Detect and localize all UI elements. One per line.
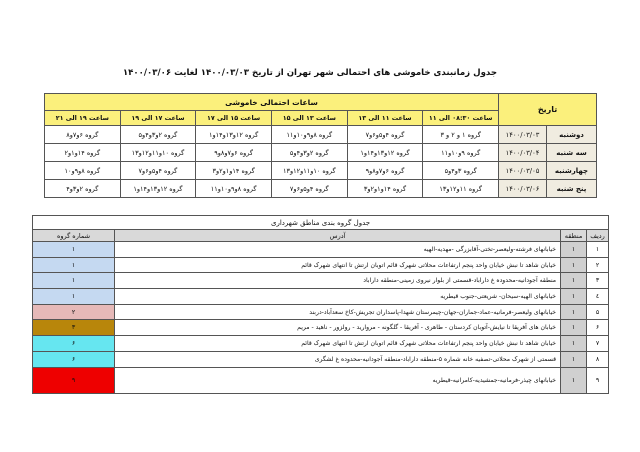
group-cell: گروه ۳و۴و۵ bbox=[423, 162, 499, 180]
slot-header: ساعت ۰۸:۳۰ الی ۱۱ bbox=[423, 111, 499, 126]
date-cell: ۱۴۰۰/۰۳/۰۳ bbox=[499, 126, 547, 144]
group-cell: گروه ۱۲و۱۳و۱۴و۱ bbox=[120, 180, 196, 198]
row-number-cell: ۵ bbox=[587, 304, 609, 320]
group-cell: گروه ۶و۷و۸و۹ bbox=[347, 162, 423, 180]
group-cell: گروه ۱۲و۱۳و۱۴و۱ bbox=[347, 144, 423, 162]
region-cell: ۱ bbox=[561, 351, 587, 367]
group-cell: ۳ bbox=[33, 320, 115, 336]
region-cell: ۱ bbox=[561, 304, 587, 320]
table-row bbox=[33, 273, 609, 289]
table-row bbox=[33, 320, 609, 336]
group-cell: ۶ bbox=[33, 336, 115, 352]
region-cell: ۱ bbox=[561, 320, 587, 336]
page-title: جدول زمانبندی خاموشی های احتمالی شهر تهران از تاریخ ۱۴۰۰/۰۳/۰۳ لغایت ۱۴۰۰/۰۳/۰۶ bbox=[122, 68, 498, 78]
group-cell: گروه ۱ و ۲ و ۳ bbox=[423, 126, 499, 144]
group-cell: ۲ bbox=[33, 304, 115, 320]
address-cell: خیابانهای چیذر-فرمانیه-جمشیدیه-کامرانیه-قیطریه bbox=[115, 367, 561, 393]
group-cell: گروه ۹و۱۰و۱۱ bbox=[423, 144, 499, 162]
address-cell: خیابانهای الهیه-سیحان- شریعتی-جنوب قیطریه bbox=[115, 289, 561, 305]
row-number-cell: ۷ bbox=[587, 336, 609, 352]
address-header: آدرس bbox=[115, 230, 561, 242]
address-cell: منطقه آجودانیه-محدوده غ داراباد-قسمتی از بلوار نیروی زمینی-منطقه داراباد bbox=[115, 273, 561, 289]
group-cell: گروه ۴و۵و۶و۷ bbox=[347, 126, 423, 144]
group-cell: گروه ۲و۳و۴و۵ bbox=[271, 144, 347, 162]
slot-header: ساعت ۱۹ الی ۲۱ bbox=[45, 111, 121, 126]
group-cell: ۱ bbox=[33, 242, 115, 258]
row-number-cell: ۲ bbox=[587, 257, 609, 273]
date-cell: ۱۴۰۰/۰۳/۰۵ bbox=[499, 162, 547, 180]
address-cell: خیابان های آفریقا تا نیایش-آتوبان کردستان - طاهری - آفریقا - گلگونه - مروارید - رولزور - ناهید - مریم bbox=[115, 320, 561, 336]
row-number-header: ردیف bbox=[587, 230, 609, 242]
row-number-cell: ۸ bbox=[587, 351, 609, 367]
region-cell: ۱ bbox=[561, 336, 587, 352]
group-cell: گروه ۱۰و۱۱و۱۲و۱۳ bbox=[271, 162, 347, 180]
schedule-row bbox=[45, 162, 597, 180]
slot-header: ساعت ۱۵ الی ۱۷ bbox=[196, 111, 272, 126]
schedule-row bbox=[45, 144, 597, 162]
schedule-row bbox=[45, 126, 597, 144]
table-row bbox=[33, 336, 609, 352]
row-number-cell: ۹ bbox=[587, 367, 609, 393]
group-cell: گروه ۸و۹و۱۰ bbox=[45, 162, 121, 180]
address-cell: خیابان شاهد تا نبش خیابان واحد پنجم ارتفاعات محلاتی شهرک قائم اتوبان ارتش تا انتهای شهرک قائم bbox=[115, 257, 561, 273]
address-cell: خیابانهای ولیعصر-فرمانیه-عماد-جماران-جهان-چیمرستان شهدا-پاسداران تجریش-کاخ سعدآباد-دربند bbox=[115, 304, 561, 320]
day-cell: سه شنبه bbox=[547, 144, 597, 162]
region-cell: ۱ bbox=[561, 242, 587, 258]
group-cell: گروه ۱۲و۱۳و۱۴و۱ bbox=[196, 126, 272, 144]
address-cell: قسمتی از شهرک محلاتی-تصفیه خانه شماره ۵-منطقه داراباد-منطقه آجودانیه-محدوده غ لشگری bbox=[115, 351, 561, 367]
group-cell: گروه ۱۴و۱و۲ bbox=[45, 144, 121, 162]
schedule-row bbox=[45, 180, 597, 198]
slot-header: ساعت ۱۷ الی ۱۹ bbox=[120, 111, 196, 126]
region-cell: ۱ bbox=[561, 367, 587, 393]
row-number-cell: ۱ bbox=[587, 242, 609, 258]
row-number-cell: ۶ bbox=[587, 320, 609, 336]
region-cell: ۱ bbox=[561, 289, 587, 305]
table-row bbox=[33, 351, 609, 367]
group-cell: گروه ۶و۷و۸ bbox=[45, 126, 121, 144]
group-cell: گروه ۸و۹و۱۰و۱۱ bbox=[271, 126, 347, 144]
date-cell: ۱۴۰۰/۰۳/۰۴ bbox=[499, 144, 547, 162]
group-cell: گروه ۶و۷و۸و۹ bbox=[196, 144, 272, 162]
outage-schedule-table bbox=[44, 93, 597, 198]
group-cell: گروه ۱۴و۱و۲و۳ bbox=[196, 162, 272, 180]
date-cell: ۱۴۰۰/۰۳/۰۶ bbox=[499, 180, 547, 198]
group-cell: گروه ۲و۳و۴و۵ bbox=[120, 126, 196, 144]
zone-grouping-table bbox=[32, 215, 609, 394]
group-cell: ۶ bbox=[33, 351, 115, 367]
table-row bbox=[33, 242, 609, 258]
table-row bbox=[33, 367, 609, 393]
group-cell: گروه ۴و۵و۶و۷ bbox=[120, 162, 196, 180]
group-cell: ۱ bbox=[33, 257, 115, 273]
table-row bbox=[33, 289, 609, 305]
group-cell: ۹ bbox=[33, 367, 115, 393]
group-cell: ۱ bbox=[33, 273, 115, 289]
address-cell: خیابان شاهد تا نبش خیابان واحد پنجم ارتفاعات محلاتی شهرک قائم اتوبان ارتش تا انتهای شهرک قائم bbox=[115, 336, 561, 352]
row-number-cell: ۳ bbox=[587, 273, 609, 289]
slot-header: ساعت ۱۱ الی ۱۳ bbox=[347, 111, 423, 126]
region-header: منطقه bbox=[561, 230, 587, 242]
table-row bbox=[33, 257, 609, 273]
row-number-cell: ٤ bbox=[587, 289, 609, 305]
group-cell: گروه ۴و۵و۶و۷ bbox=[271, 180, 347, 198]
group-cell: گروه ۲و۳و۴ bbox=[45, 180, 121, 198]
group-cell: ۱ bbox=[33, 289, 115, 305]
group-cell: گروه ۱۴و۱و۲و۳ bbox=[347, 180, 423, 198]
group-number-header: شماره گروه bbox=[33, 230, 115, 242]
group-cell: گروه ۱۰و۱۱و۱۲و۱۳ bbox=[120, 144, 196, 162]
table-row bbox=[33, 304, 609, 320]
group-cell: گروه ۸و۹و۱۰و۱۱ bbox=[196, 180, 272, 198]
region-cell: ۱ bbox=[561, 273, 587, 289]
region-cell: ۱ bbox=[561, 257, 587, 273]
slot-header: ساعت ۱۳ الی ۱۵ bbox=[271, 111, 347, 126]
day-cell: دوشنبه bbox=[547, 126, 597, 144]
day-cell: پنج شنبه bbox=[547, 180, 597, 198]
day-cell: چهارشنبه bbox=[547, 162, 597, 180]
address-cell: خیابانهای فرشته-ولیعصر-تختی-آقابزرگی -مهدیه-الهیه bbox=[115, 242, 561, 258]
group-cell: گروه ۱۱و۱۲و۱۳ bbox=[423, 180, 499, 198]
slots-header: ساعات احتمالی خاموشی bbox=[45, 94, 499, 111]
zones-title: جدول گروه بندی مناطق شهرداری bbox=[33, 216, 609, 230]
date-header: تاریخ bbox=[499, 94, 597, 126]
